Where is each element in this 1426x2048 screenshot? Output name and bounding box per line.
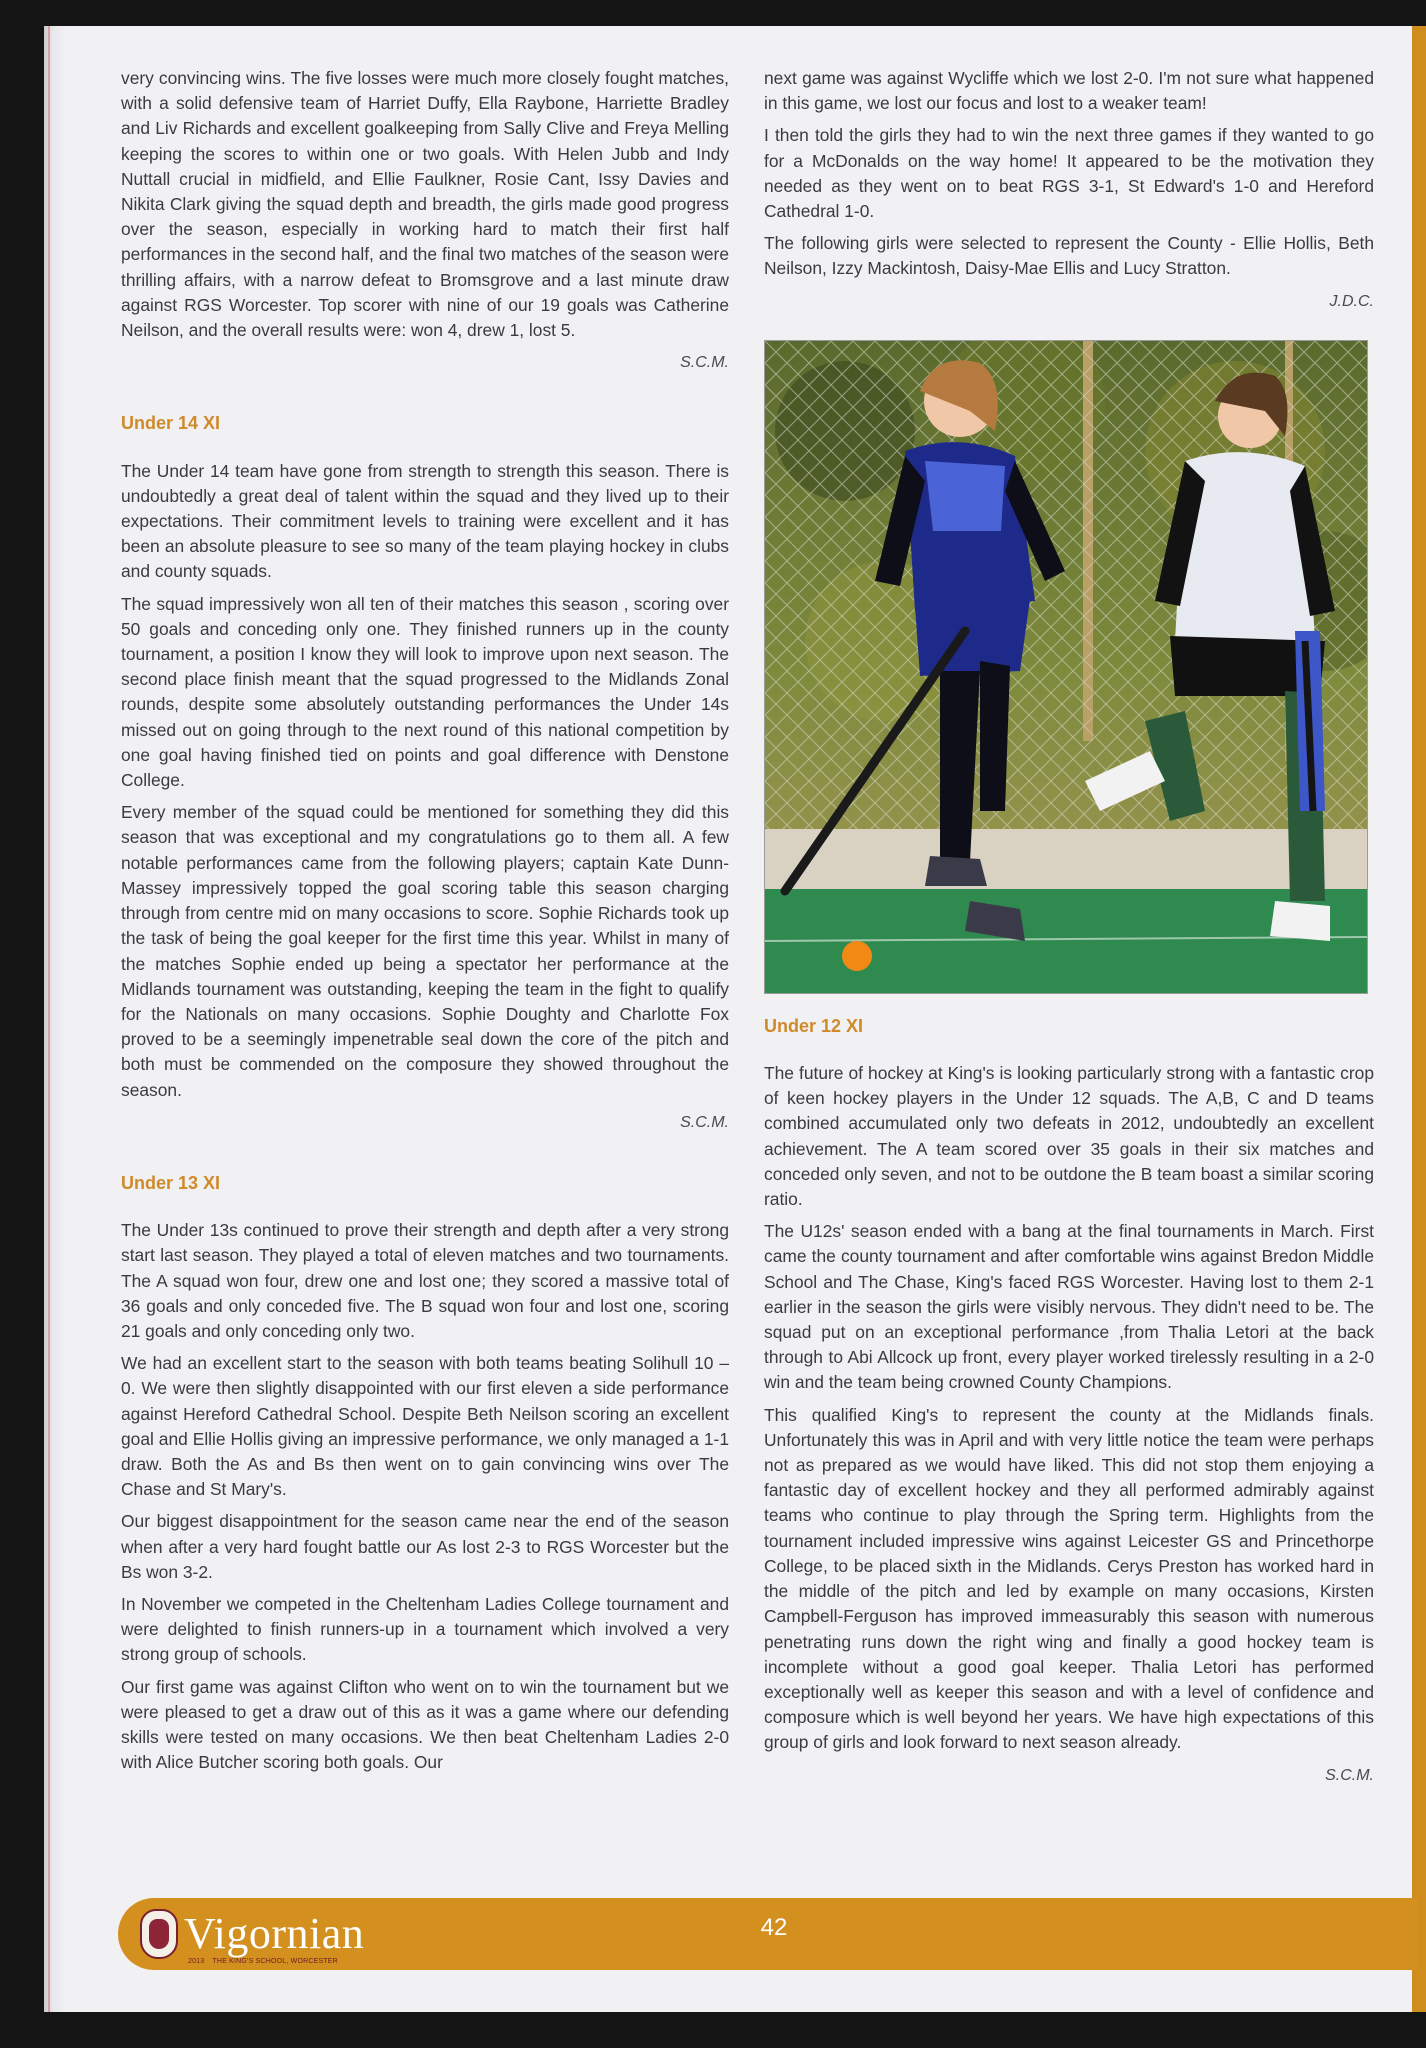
left-column: [121, 66, 729, 1782]
hockey-players-illustration: [765, 341, 1367, 993]
vigornian-logo: [140, 1906, 365, 1965]
under13-paragraph: Our biggest disappointment for the season came near the end of the season when after a very hard fought battle our As lost 2-3 to RGS Worcester but the Bs won 3-2.: [121, 1511, 729, 1582]
under14-paragraph: The Under 14 team have gone from strength to strength this season. There is undoubtedly a great deal of talent within the squad and they lived up to their expectations. Their commitment levels to training were excellent and it has been an absolute pleasure to see so many of the team playing hockey in clubs and county squads.: [121, 460, 729, 582]
logo-year: 2013: [188, 1958, 205, 1965]
intro-signature: S.C.M.: [680, 354, 729, 372]
page-number: 42: [760, 1914, 788, 1941]
under14-signature: S.C.M.: [680, 1113, 729, 1131]
under12-heading: Under 12 XI: [764, 1015, 864, 1036]
right-column: [764, 66, 1374, 1788]
under13-paragraph: In November we competed in the Cheltenham Ladies College tournament and were delighted to finish runners-up in a tournament which involved a very strong group of schools.: [121, 1593, 729, 1665]
magazine-page: [44, 26, 1426, 2012]
under13-paragraph: The Under 13s continued to prove their strength and depth after a very strong start last season. They played a total of eleven matches and two tournaments. The A squad won four, drew one and lost one; they scored a massive total of 36 goals and only conceded five. The B squad won four and lost one, scoring 21 goals and only conceding only two.: [121, 1220, 729, 1341]
intro-paragraph: very convincing wins. The five losses were much more closely fought matches, with a solid defensive team of Harriet Duffy, Ella Raybone, Harriette Bradley and Liv Richards and excellent goalkeeping from Sally Clive and Freya Melling keeping the scores to within one or two goals. With Helen Jubb and Indy Nuttall crucial in midfield, and Ellie Faulkner, Rosie Cant, Issy Davies and Nikita Clark giving the squad depth and breadth, the girls made good progress over the season, especially in working hard to match their first half performances in the second half, and the final two matches of the season were thrilling affairs, with a narrow defeat to Bromsgrove and a last minute draw against RGS Worcester. Top scorer with nine of our 19 goals was Catherine Neilson, and the overall results were: won 4, drew 1, lost 5.: [121, 68, 729, 341]
under13-paragraph: We had an excellent start to the season with both teams beating Solihull 10 – 0. We were then slightly disappointed with our first eleven a side performance against Hereford Cathedral School. Despite Beth Neilson scoring an excellent goal and Ellie Hollis giving an impressive performance, we only managed a 1-1 draw. Both the As and Bs then went on to gain convincing wins over The Chase and St Mary's.: [121, 1353, 729, 1500]
hockey-photo: [764, 340, 1368, 994]
continued-paragraph: next game was against Wycliffe which we lost 2-0. I'm not sure what happened in this game, we lost our focus and lost to a weaker team!: [764, 68, 1374, 114]
crest-shield: [149, 1919, 169, 1949]
under12-signature: S.C.M.: [1325, 1766, 1374, 1784]
logo-subtitle: [188, 1958, 346, 1965]
continued-signature: J.D.C.: [1329, 292, 1374, 310]
under14-paragraph: Every member of the squad could be mentioned for something they did this season that was exceptional and my congratulations go to them all. A few notable performances came from the following players; captain Kate Dunn-Massey impressively topped the goal scoring table this season charging through from centre mid on many occasions to score. Sophie Richards took up the task of being the goal keeper for the first time this year. Whilst in many of the matches Sophie ended up being a spectator her performance at the Midlands tournament was outstanding, keeping the team in the fight to qualify for the Nationals on many occasions. Sophie Doughty and Charlotte Fox proved to be a seemingly impenetrable seal down the core of the pitch and both must be commended on the composure they showed throughout the season.: [121, 802, 729, 1100]
under12-paragraph: The future of hockey at King's is looking particularly strong with a fantastic crop of keen hockey players in the Under 12 squads. The A,B, C and D teams combined accumulated only two defeats in 2012, undoubtedly an excellent achievement. The A team scored over 35 goals in their six matches and conceded only seven, and not to be outdone the B team boast a similar scoring ratio.: [764, 1063, 1374, 1210]
under12-paragraph: The U12s' season ended with a bang at the final tournaments in March. First came the county tournament and after comfortable wins against Bredon Middle School and The Chase, King's faced RGS Worcester. Having lost to them 2-1 earlier in the season the girls were visibly nervous. They didn't need to be. The squad put on an exceptional performance ,from Thalia Letori at the back through to Abi Allcock up front, every player worked tirelessly resulting in a 2-0 win and the team being crowned County Champions.: [764, 1221, 1374, 1393]
under14-paragraph: The squad impressively won all ten of their matches this season , scoring over 50 goals and conceding only one. They finished runners up in the county tournament, a position I know they will look to improve upon next season. The second place finish meant that the squad progressed to the Midlands Zonal rounds, despite some absolutely outstanding performances the Under 14s missed out on going through to the next round of this national competition by one goal having finished tied on points and goal difference with Denstone College.: [121, 593, 729, 791]
continued-paragraph: I then told the girls they had to win the next three games if they wanted to go for a McDonalds on the way home! It appeared to be the motivation they needed as they went on to beat RGS 3-1, St Edward's 1-0 and Hereford Cathedral 1-0.: [764, 125, 1374, 222]
logo-wordmark: Vigornian: [184, 1909, 365, 1958]
page-edge-strip: [1412, 26, 1426, 2012]
under13-heading: Under 13 XI: [121, 1172, 221, 1193]
under12-paragraph: This qualified King's to represent the county at the Midlands finals. Unfortunately this was in April and with very little notice the team were perhaps not as prepared as we would have liked. This did not stop them enjoying a fantastic day of excellent hockey and they all performed admirably against teams who continue to play through the Spring term. Highlights from the tournament included impressive wins against Leicester GS and Princethorpe College, to be placed sixth in the Midlands. Cerys Preston has worked hard in the middle of the pitch and led by example on many occasions, Kirsten Campbell-Ferguson has improved immeasurably this season with numerous penetrating runs down the right wing and finally a good hockey team is incomplete without a good goal keeper. Thalia Letori has performed exceptionally well as keeper this season and with a level of confidence and composure which is well beyond her years. We have high expectations of this group of girls and look forward to next season already.: [764, 1404, 1374, 1753]
logo-text-block: [184, 1909, 365, 1965]
under13-paragraph: Our first game was against Clifton who went on to win the tournament but we were pleased to get a draw out of this as it was a game where our defending skills were tested on many occasions. We then beat Cheltenham Ladies 2-0 with Alice Butcher scoring both goals. Our: [121, 1676, 729, 1773]
under14-heading: Under 14 XI: [121, 413, 221, 434]
logo-school-name: THE KING'S SCHOOL, WORCESTER: [212, 1958, 338, 1965]
school-crest-icon: [140, 1909, 178, 1959]
page-binding-edge: [44, 26, 66, 2012]
continued-paragraph: The following girls were selected to represent the County - Ellie Hollis, Beth Neilson, Izzy Mackintosh, Daisy-Mae Ellis and Lucy Stratton.: [764, 233, 1374, 279]
